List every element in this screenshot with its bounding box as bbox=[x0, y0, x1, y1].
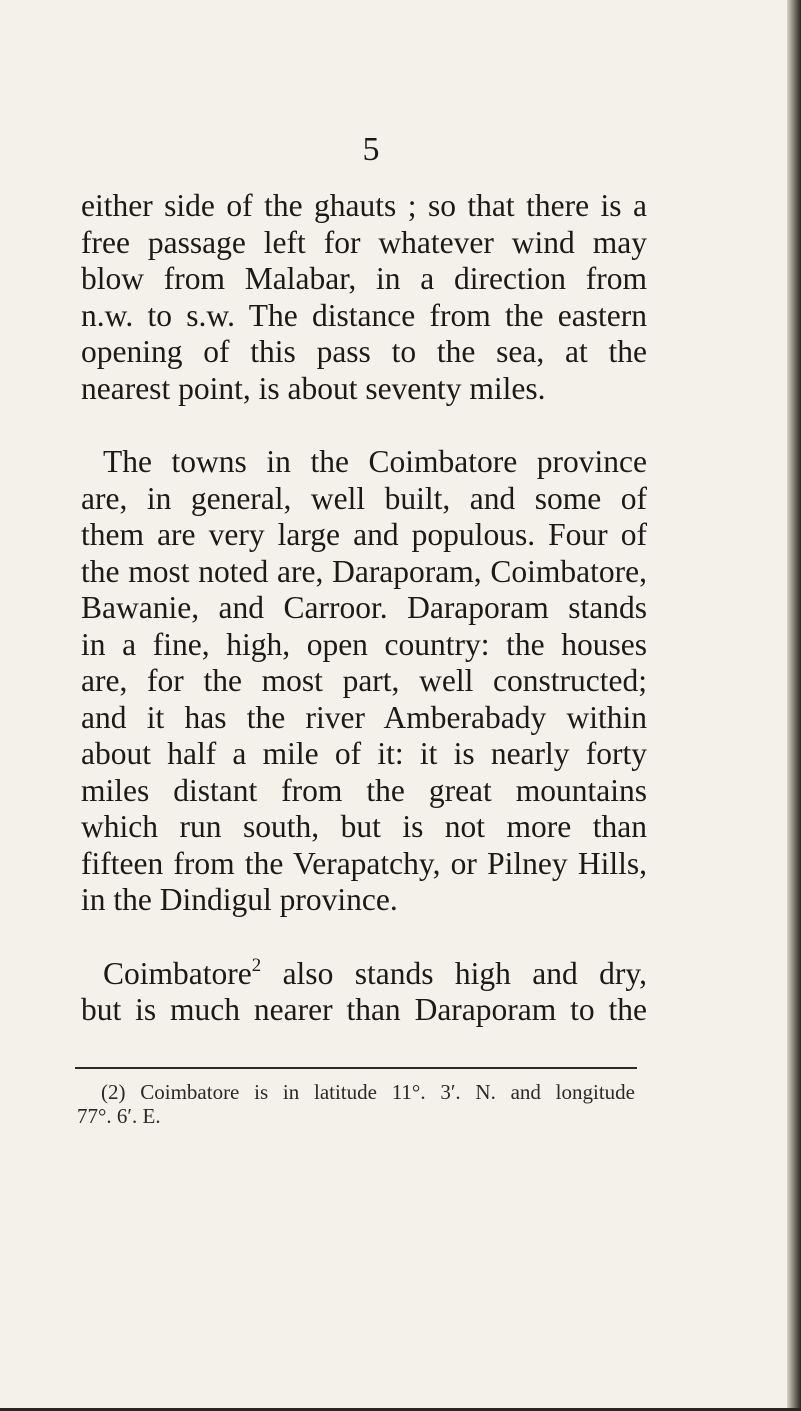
text-line: Bawanie, and Carroor. Daraporam stands bbox=[81, 590, 647, 625]
text-line: about half a mile of it: it is nearly forty bbox=[81, 736, 647, 771]
text-fragment: Coimbatore bbox=[103, 955, 252, 991]
text-line: The towns in the Coimbatore province bbox=[103, 444, 647, 479]
text-line: in the Dindigul province. bbox=[81, 882, 398, 917]
footnote-line: (2) Coimbatore is in latitude 11°. 3′. N. and longitude bbox=[101, 1080, 635, 1104]
text-line: opening of this pass to the sea, at the bbox=[81, 334, 647, 369]
book-spine-shadow bbox=[787, 0, 801, 1411]
text-line: fifteen from the Verapatchy, or Pilney Hills, bbox=[81, 845, 647, 881]
text-line: nearest point, is about seventy miles. bbox=[81, 370, 546, 406]
text-line: in a fine, high, open country: the houses bbox=[81, 626, 647, 662]
text-line: are, for the most part, well constructed; bbox=[81, 663, 647, 698]
text-line: the most noted are, Daraporam, Coimbatore, bbox=[81, 553, 647, 589]
paragraph-2 bbox=[81, 444, 647, 919]
paragraph-gap bbox=[81, 407, 647, 444]
text-fragment: also stands high and dry, bbox=[282, 955, 647, 991]
footnote-line: 77°. 6′. E. bbox=[77, 1104, 161, 1128]
text-line: n.w. to s.w. The distance from the eastern bbox=[81, 297, 647, 333]
paragraph-1 bbox=[81, 188, 647, 407]
text-line: are, in general, well built, and some of bbox=[81, 480, 647, 516]
footnote-ref: 2 bbox=[251, 954, 262, 976]
text-line: blow from Malabar, in a direction from bbox=[81, 261, 647, 296]
text-line: miles distant from the great mountains bbox=[81, 772, 647, 808]
body-text bbox=[81, 188, 647, 1029]
page-number: 5 bbox=[362, 131, 380, 168]
text-line: which run south, but is not more than bbox=[81, 809, 647, 844]
text-line: free passage left for whatever wind may bbox=[81, 224, 647, 260]
text-line: and it has the river Amberabady within bbox=[81, 699, 647, 735]
paragraph-3 bbox=[81, 956, 647, 1029]
text-line: but is much nearer than Daraporam to the bbox=[81, 992, 647, 1027]
paragraph-gap bbox=[81, 919, 647, 956]
text-line: either side of the ghauts ; so that there is a bbox=[81, 188, 647, 223]
footnote bbox=[77, 1080, 635, 1128]
text-line bbox=[81, 956, 647, 993]
footnote-divider bbox=[75, 1067, 637, 1069]
text-line: them are very large and populous. Four of bbox=[81, 517, 647, 552]
